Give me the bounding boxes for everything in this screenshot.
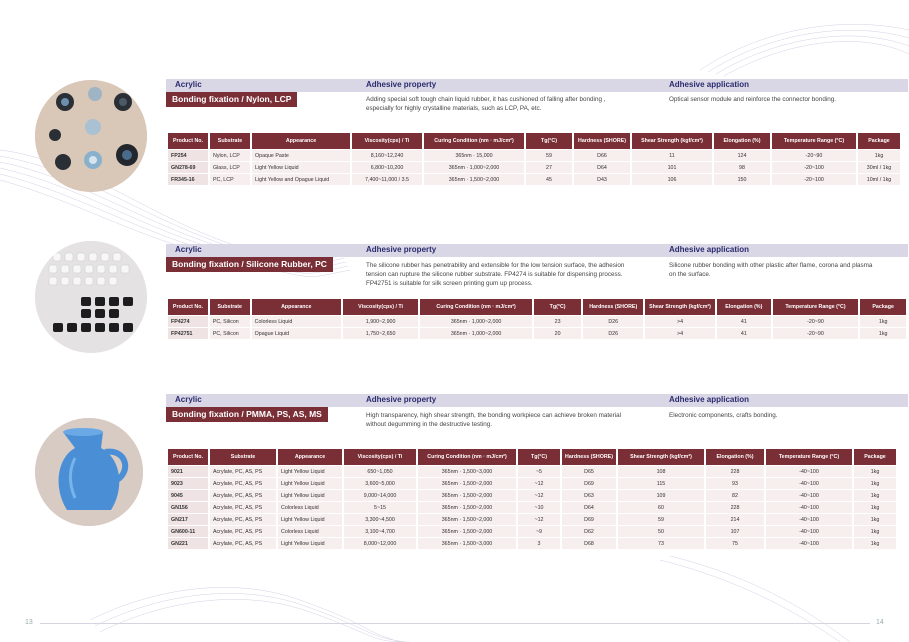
fixation-title: Bonding fixation / Nylon, LCP <box>166 92 297 107</box>
cell-temperature-range: -20~90 <box>773 316 859 327</box>
cell-tg: ~12 <box>518 514 560 525</box>
cell-tg: 20 <box>534 328 581 339</box>
cell-package: 1kg <box>854 466 896 477</box>
cell-hardness: D68 <box>562 538 616 549</box>
product-photo-nylon-lcp <box>35 80 147 192</box>
cell-temperature-range: -40~100 <box>766 538 852 549</box>
cell-elongation: 228 <box>706 502 764 513</box>
cell-hardness: D63 <box>562 490 616 501</box>
cell-viscosity: 650~1,050 <box>344 466 416 477</box>
column-header-tg: Tg(°C) <box>534 299 581 315</box>
cell-curing-condition: 365nm · 1,000~2,000 <box>420 316 531 327</box>
page-number-left: 13 <box>25 619 33 626</box>
cell-tg: ~12 <box>518 478 560 489</box>
cell-elongation: 214 <box>706 514 764 525</box>
cell-temperature-range: -40~100 <box>766 478 852 489</box>
section-silicone-rubber-pc <box>166 244 908 344</box>
section-header-band <box>166 394 908 407</box>
column-header-appearance: Appearance <box>252 299 341 315</box>
cell-hardness: D64 <box>562 502 616 513</box>
cell-shear-strength: 60 <box>618 502 704 513</box>
cell-temperature-range: -20~90 <box>773 328 859 339</box>
table-row <box>168 328 906 339</box>
cell-package: 1kg <box>858 150 900 161</box>
column-header-package: Package <box>854 449 896 465</box>
cell-appearance: Light Yellow Liquid <box>278 514 342 525</box>
cell-temperature-range: -20~90 <box>772 150 856 161</box>
cell-viscosity: 3,600~5,000 <box>344 478 416 489</box>
cell-curing-condition: 365nm · 1,500~2,000 <box>418 478 516 489</box>
application-title: Adhesive application <box>669 80 750 89</box>
section-pmma-ps-as-ms <box>166 394 908 559</box>
column-header-substrate: Substrate <box>210 449 276 465</box>
cell-curing-condition: 365nm · 15,000 <box>424 150 524 161</box>
column-header-temperature-range: Temperature Range (°C) <box>772 133 856 149</box>
cell-substrate: Acrylate, PC, AS, PS <box>210 526 276 537</box>
cell-substrate: Glass, LCP <box>210 162 250 173</box>
cell-product-no: GN221 <box>168 538 208 549</box>
table-row <box>168 316 906 327</box>
column-header-hardness: Hardness (SHORE) <box>562 449 616 465</box>
column-header-viscosity: Viscosity(cps) / Ti <box>344 449 416 465</box>
cell-substrate: Acrylate, PC, AS, PS <box>210 538 276 549</box>
table-header-row <box>168 449 896 465</box>
cell-viscosity: 1,750~2,650 <box>343 328 419 339</box>
spec-table <box>166 132 902 186</box>
cell-temperature-range: -40~100 <box>766 526 852 537</box>
cell-substrate: Nylon, LCP <box>210 150 250 161</box>
cell-elongation: 75 <box>706 538 764 549</box>
cell-temperature-range: -20~100 <box>772 162 856 173</box>
cell-shear-strength: >4 <box>645 316 715 327</box>
cell-shear-strength: 101 <box>632 162 712 173</box>
table-header-row <box>168 133 900 149</box>
cell-package: 30ml / 1kg <box>858 162 900 173</box>
application-title: Adhesive application <box>669 245 750 254</box>
cell-product-no: 9045 <box>168 490 208 501</box>
cell-substrate: Acrylate, PC, AS, PS <box>210 502 276 513</box>
cell-substrate: PC, Silicon <box>210 316 250 327</box>
cell-package: 1kg <box>860 328 906 339</box>
cell-appearance: Light Yellow Liquid <box>252 162 350 173</box>
column-header-curing-condition: Curing Condition (nm · mJ/cm²) <box>420 299 531 315</box>
cell-product-no: GN278-69 <box>168 162 208 173</box>
application-title: Adhesive application <box>669 395 750 404</box>
table-row <box>168 466 896 477</box>
cell-curing-condition: 365nm · 1,500~3,000 <box>418 538 516 549</box>
cell-temperature-range: -40~100 <box>766 514 852 525</box>
cell-shear-strength: 50 <box>618 526 704 537</box>
cell-product-no: GN156 <box>168 502 208 513</box>
cell-curing-condition: 365nm · 1,500~2,000 <box>424 174 524 185</box>
cell-package: 10ml / 1kg <box>858 174 900 185</box>
cell-curing-condition: 365nm · 1,500~2,000 <box>418 526 516 537</box>
cell-elongation: 98 <box>714 162 770 173</box>
table-row <box>168 478 896 489</box>
cell-elongation: 41 <box>717 316 771 327</box>
cell-curing-condition: 365nm · 1,000~2,000 <box>420 328 531 339</box>
product-photo-blue-jug <box>35 418 143 526</box>
column-header-substrate: Substrate <box>210 299 250 315</box>
cell-hardness: D64 <box>574 162 630 173</box>
cell-package: 1kg <box>854 526 896 537</box>
cell-shear-strength: 108 <box>618 466 704 477</box>
table-header-row <box>168 299 906 315</box>
footer-divider <box>40 623 870 624</box>
cell-viscosity: 1,900~2,900 <box>343 316 419 327</box>
table-row <box>168 150 900 161</box>
cell-elongation: 124 <box>714 150 770 161</box>
column-header-temperature-range: Temperature Range (°C) <box>773 299 859 315</box>
cell-appearance: Light Yellow and Opague Liquid <box>252 174 350 185</box>
column-header-shear-strength: Shear Strength (kgf/cm²) <box>618 449 704 465</box>
column-header-curing-condition: Curing Condition (nm · mJ/cm²) <box>424 133 524 149</box>
column-header-substrate: Substrate <box>210 133 250 149</box>
cell-tg: 3 <box>518 538 560 549</box>
category-label: Acrylic <box>175 80 202 89</box>
cell-hardness: D62 <box>562 526 616 537</box>
cell-hardness: D65 <box>562 466 616 477</box>
cell-substrate: Acrylate, PC, AS, PS <box>210 478 276 489</box>
cell-tg: ~12 <box>518 490 560 501</box>
cell-tg: 45 <box>526 174 572 185</box>
photo-image <box>35 241 147 353</box>
property-text: High transparency, high shear strength, the bonding workpiece can achieve broken material without degumming in the destructive testing. <box>366 412 622 428</box>
cell-package: 1kg <box>854 478 896 489</box>
column-header-tg: Tg(°C) <box>518 449 560 465</box>
table-row <box>168 174 900 185</box>
column-header-viscosity: Viscosity(cps) / Ti <box>343 299 419 315</box>
cell-package: 1kg <box>854 514 896 525</box>
cell-viscosity: 3,300~4,500 <box>344 514 416 525</box>
cell-product-no: FP254 <box>168 150 208 161</box>
cell-tg: 59 <box>526 150 572 161</box>
cell-viscosity: 8,000~12,000 <box>344 538 416 549</box>
cell-viscosity: 9,000~14,000 <box>344 490 416 501</box>
cell-shear-strength: 106 <box>632 174 712 185</box>
cell-product-no: FP4274 <box>168 316 208 327</box>
cell-product-no: GN217 <box>168 514 208 525</box>
application-text: Electronic components, crafts bonding. <box>669 412 778 419</box>
column-header-hardness: Hardness (SHORE) <box>583 299 643 315</box>
cell-product-no: 9023 <box>168 478 208 489</box>
column-header-elongation: Elongation (%) <box>717 299 771 315</box>
column-header-shear-strength: Shear Strength (kgf/cm²) <box>645 299 715 315</box>
cell-tg: ~9 <box>518 526 560 537</box>
cell-elongation: 82 <box>706 490 764 501</box>
column-header-temperature-range: Temperature Range (°C) <box>766 449 852 465</box>
category-label: Acrylic <box>175 395 202 404</box>
cell-package: 1kg <box>854 490 896 501</box>
section-header-band <box>166 244 908 257</box>
cell-curing-condition: 365nm · 1,000~2,000 <box>424 162 524 173</box>
cell-shear-strength: >4 <box>645 328 715 339</box>
cell-substrate: PC, LCP <box>210 174 250 185</box>
cell-substrate: Acrylate, PC, AS, PS <box>210 466 276 477</box>
cell-substrate: Acrylate, PC, AS, PS <box>210 514 276 525</box>
cell-hardness: D43 <box>574 174 630 185</box>
column-header-package: Package <box>860 299 906 315</box>
cell-elongation: 107 <box>706 526 764 537</box>
cell-shear-strength: 59 <box>618 514 704 525</box>
cell-viscosity: 7,400~11,000 / 3.5 <box>352 174 422 185</box>
cell-tg: ~10 <box>518 502 560 513</box>
column-header-curing-condition: Curing Condition (nm · mJ/cm²) <box>418 449 516 465</box>
cell-hardness: D69 <box>562 514 616 525</box>
fixation-title: Bonding fixation / PMMA, PS, AS, MS <box>166 407 328 422</box>
cell-hardness: D66 <box>574 150 630 161</box>
page-number-right: 14 <box>876 619 884 626</box>
table-row <box>168 514 896 525</box>
cell-appearance: Colorless Liquid <box>278 502 342 513</box>
product-photo-silicone-keypad <box>35 241 147 353</box>
cell-temperature-range: -40~100 <box>766 490 852 501</box>
table-row <box>168 490 896 501</box>
table-row <box>168 538 896 549</box>
section-header-band <box>166 79 908 92</box>
cell-appearance: Light Yellow Liquid <box>278 466 342 477</box>
photo-image <box>35 80 147 192</box>
cell-product-no: FR345-16 <box>168 174 208 185</box>
cell-shear-strength: 11 <box>632 150 712 161</box>
column-header-package: Package <box>858 133 900 149</box>
photo-image <box>35 418 143 526</box>
table-row <box>168 162 900 173</box>
cell-shear-strength: 73 <box>618 538 704 549</box>
cell-tg: 27 <box>526 162 572 173</box>
cell-appearance: Light Yellow Liquid <box>278 538 342 549</box>
column-header-product-no: Product No. <box>168 299 208 315</box>
cell-curing-condition: 365nm · 1,500~2,000 <box>418 490 516 501</box>
cell-elongation: 93 <box>706 478 764 489</box>
cell-elongation: 150 <box>714 174 770 185</box>
column-header-elongation: Elongation (%) <box>706 449 764 465</box>
cell-shear-strength: 115 <box>618 478 704 489</box>
column-header-hardness: Hardness (SHORE) <box>574 133 630 149</box>
cell-elongation: 228 <box>706 466 764 477</box>
cell-appearance: Opague Liquid <box>252 328 341 339</box>
application-text: Optical sensor module and reinforce the connector bonding. <box>669 96 836 103</box>
property-title: Adhesive property <box>366 245 437 254</box>
cell-temperature-range: -20~100 <box>772 174 856 185</box>
column-header-appearance: Appearance <box>252 133 350 149</box>
cell-temperature-range: -40~100 <box>766 502 852 513</box>
property-title: Adhesive property <box>366 80 437 89</box>
cell-viscosity: 5~15 <box>344 502 416 513</box>
cell-appearance: Opaque Paste <box>252 150 350 161</box>
fixation-title: Bonding fixation / Silicone Rubber, PC <box>166 257 333 272</box>
cell-product-no: 9021 <box>168 466 208 477</box>
column-header-viscosity: Viscosity(cps) / Ti <box>352 133 422 149</box>
application-text: Silicone rubber bonding with other plastic after flame, corona and plasma on the surface. <box>669 262 873 278</box>
cell-appearance: Light Yellow Liquid <box>278 478 342 489</box>
cell-package: 1kg <box>854 502 896 513</box>
cell-hardness: D26 <box>583 328 643 339</box>
cell-tg: 23 <box>534 316 581 327</box>
spec-table <box>166 448 898 550</box>
section-nylon-lcp <box>166 79 908 189</box>
column-header-tg: Tg(°C) <box>526 133 572 149</box>
column-header-appearance: Appearance <box>278 449 342 465</box>
cell-package: 1kg <box>860 316 906 327</box>
cell-viscosity: 8,160~12,240 <box>352 150 422 161</box>
cell-curing-condition: 365nm · 1,500~2,000 <box>418 514 516 525</box>
column-header-product-no: Product No. <box>168 133 208 149</box>
column-header-elongation: Elongation (%) <box>714 133 770 149</box>
table-row <box>168 502 896 513</box>
cell-appearance: Colorless Liquid <box>252 316 341 327</box>
column-header-shear-strength: Shear Strength (kgf/cm²) <box>632 133 712 149</box>
cell-appearance: Colorless Liquid <box>278 526 342 537</box>
property-title: Adhesive property <box>366 395 437 404</box>
column-header-product-no: Product No. <box>168 449 208 465</box>
cell-package: 1kg <box>854 538 896 549</box>
cell-temperature-range: -40~100 <box>766 466 852 477</box>
cell-shear-strength: 109 <box>618 490 704 501</box>
cell-curing-condition: 365nm · 1,500~3,000 <box>418 466 516 477</box>
cell-viscosity: 6,800~10,200 <box>352 162 422 173</box>
category-label: Acrylic <box>175 245 202 254</box>
cell-curing-condition: 365nm · 1,500~2,000 <box>418 502 516 513</box>
cell-tg: ~5 <box>518 466 560 477</box>
cell-hardness: D69 <box>562 478 616 489</box>
cell-product-no: GN600-11 <box>168 526 208 537</box>
cell-substrate: PC, Silicon <box>210 328 250 339</box>
cell-hardness: D26 <box>583 316 643 327</box>
cell-substrate: Acrylate, PC, AS, PS <box>210 490 276 501</box>
property-text: The silicone rubber has penetrability and extensible for the low tension surface, the adhesion tension can rupture the silicone rubber substrate. FP4274 is suitable for dispensing process. FP42751 is suitable for silk screen printing gum up process. <box>366 262 625 287</box>
property-text: Adding special soft tough chain liquid rubber, it has cushioned of falling after bonding , especially for highly crystalline materials, such as LCP, PA, etc. <box>366 96 606 112</box>
spec-table <box>166 298 908 340</box>
cell-viscosity: 3,100~4,700 <box>344 526 416 537</box>
table-row <box>168 526 896 537</box>
cell-elongation: 41 <box>717 328 771 339</box>
cell-appearance: Light Yellow Liquid <box>278 490 342 501</box>
cell-product-no: FP42751 <box>168 328 208 339</box>
